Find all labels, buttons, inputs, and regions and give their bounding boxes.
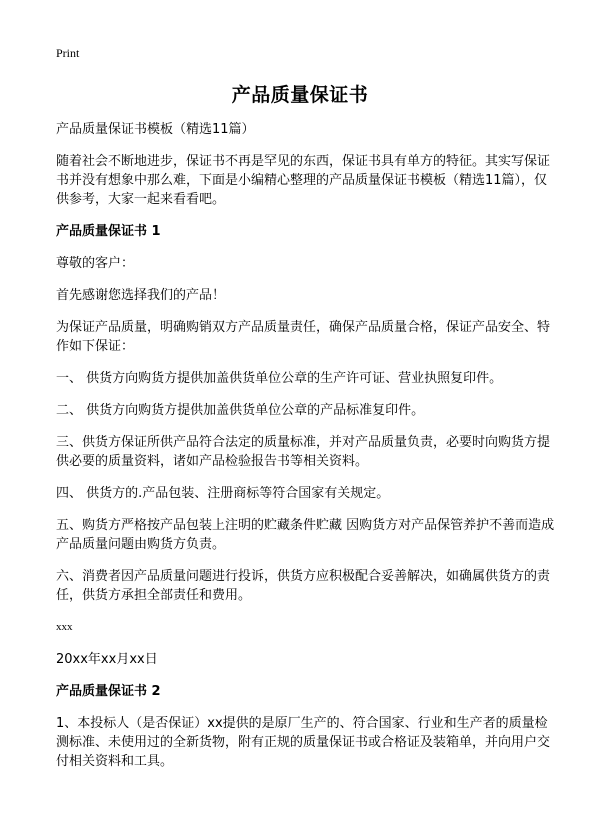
clause-2: 二、 供货方向购货方提供加盖供货单位公章的产品标准复印件。: [56, 403, 425, 418]
document-subtitle: 产品质量保证书模板（精选11篇）: [56, 122, 255, 137]
thanks-line: 首先感谢您选择我们的产品！: [56, 288, 226, 303]
intro-paragraph: 随着社会不断地进步，保证书不再是罕见的东西，保证书具有单方的特征。其实写保证书并没有想象中那么难，下面是小编精心整理的产品质量保证书模板（精选11篇），仅供参考，大家一起来看看吧。: [56, 154, 551, 207]
section2-clause-1: 1、本投标人（是否保证）xx提供的是原厂生产的、符合国家、行业和生产者的质量检测标准、未使用过的全新货物，附有正规的质量保证书或合格证及装箱单，并向用户交付相关资料和工具。: [56, 716, 551, 769]
clause-1: 一、 供货方向购货方提供加盖供货单位公章的生产许可证、营业执照复印件。: [56, 371, 503, 386]
salutation: 尊敬的客户：: [56, 256, 135, 271]
page-title: 产品质量保证书: [231, 84, 369, 106]
lead-paragraph: 为保证产品质量，明确购销双方产品质量责任，确保产品质量合格，保证产品安全、特作如下保证：: [56, 320, 551, 354]
clause-3: 三、供货方保证所供产品符合法定的质量标准，并对产品质量负责，必要时向购货方提供必要的质量资料，诸如产品检验报告书等相关资料。: [56, 435, 551, 469]
signature-date: 20xx年xx月xx日: [56, 652, 158, 667]
document-body: [56, 120, 556, 784]
section-heading-1: 产品质量保证书 1: [56, 224, 161, 239]
clause-4: 四、 供货方的.产品包装、注册商标等符合国家有关规定。: [56, 486, 390, 501]
clause-5: 五、购货方严格按产品包装上注明的贮藏条件贮藏 因购货方对产品保管养护不善而造成产品质量问题由购货方负责。: [56, 518, 555, 552]
print-label: Print: [56, 46, 80, 60]
signer: xxx: [56, 621, 73, 633]
clause-6: 六、消费者因产品质量问题进行投诉，供货方应积极配合妥善解决，如确属供货方的责任，供货方承担全部责任和费用。: [56, 569, 551, 603]
section-heading-2: 产品质量保证书 2: [56, 684, 161, 699]
